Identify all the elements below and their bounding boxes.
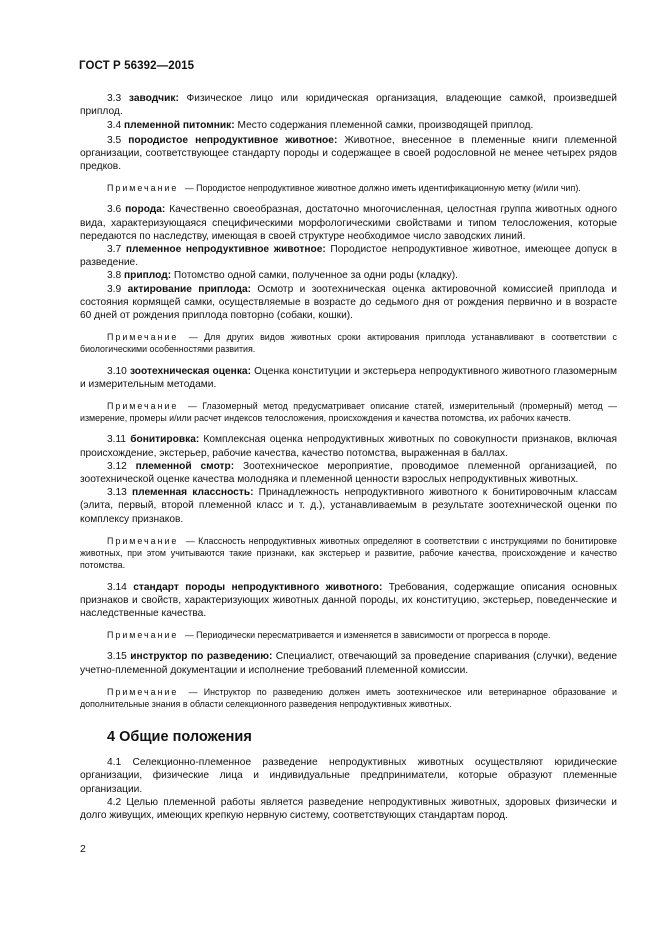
note-3-14: Примечание — Периодически пересматривается и изменяется в зависимости от прогресса в породе. [107, 630, 551, 641]
term-3-8: 3.8 приплод: Потомство одной самки, полученное за одни роды (кладку). [107, 270, 458, 282]
term-3-5: 3.5 породистое непродуктивное животное: Животное, внесенное в племенные книги племенной организации, соответствующее стандарту породы и содержащее в своей родословной не менее четырех рядов предков. [80, 134, 617, 173]
term-3-3: 3.3 заводчик: Физическое лицо или юридическая организация, владеющие самкой, произведшей приплод. [80, 93, 617, 118]
standard-header: ГОСТ Р 56392—2015 [79, 60, 195, 72]
term-3-11: 3.11 бонитировка: Комплексная оценка непродуктивных животных по совокупности признаков, включая происхождение, экстерьер, рабочие качества, качество потомства, выраженная в баллах. [80, 434, 617, 459]
paragraph-4-2: 4.2 Целью племенной работы является разведение непродуктивных животных, здоровых физически и долго живущих, имеющих крепкую нервную систему, соответствующих стандартам пород. [80, 796, 617, 821]
note-3-15: Примечание — Инструктор по разведению должен иметь зоотехническое или ветеринарное образование и дополнительные знания в области селекционного разведения непродуктивных животных. [80, 686, 617, 709]
page-number: 2 [80, 843, 86, 855]
paragraph-4-1: 4.1 Селекционно-племенное разведение непродуктивных животных осуществляют юридические организации, физические лица и индивидуальные предприниматели, которые образуют племенные организации. [80, 757, 617, 795]
term-3-14: 3.14 стандарт породы непродуктивного животного: Требования, содержащие описания основных признаков и свойств, характеризующих животных данной породы, их конституцию, экстерьер, поведенческие и наследственные качества. [80, 581, 617, 619]
term-3-4: 3.4 племенной питомник: Место содержания племенной самки, производящей приплод. [107, 120, 534, 132]
term-3-12: 3.12 племенной смотр: Зоотехническое мероприятие, проводимое племенной организацией, по зоотехнической оценке качества молодняка и племенной ценности взрослых непродуктивных животных. [80, 460, 617, 486]
term-3-6: 3.6 порода: Качественно своеобразная, достаточно многочисленная, целостная группа животных одного вида, характеризующаяся специфическими морфологическими свойствами и типом телосложения, которые передаются по наследству, имеющая в своей структуре необходимое число заводских линий. [80, 204, 617, 242]
document-body [80, 92, 617, 822]
note-3-9: Примечание — Для других видов животных сроки актирования приплода устанавливают в соответствии с биологическими особенностями развития. [80, 332, 617, 355]
term-3-9: 3.9 актирование приплода: Осмотр и зоотехническая оценка актировочной комиссией приплода и состояния кормящей самки, осуществляемые в возрасте до седьмого дня от рождения первично и в возрасте 60 дней от рождения приплода повторно (собаки, кошки). [80, 283, 617, 322]
note-3-13: Примечание — Классность непродуктивных животных определяют в соответствии с инструкциями по бонитировке животных, при этом учитываются такие признаки, как экстерьер и развитие, рабочие качества, происхождение и качество потомства. [80, 535, 617, 571]
term-3-10: 3.10 зоотехническая оценка: Оценка конституции и экстерьера непродуктивного животного глазомерным и измерительным методами. [80, 365, 617, 390]
section-4-title: 4 Общие положения [107, 729, 252, 746]
term-3-13: 3.13 племенная классность: Принадлежность непродуктивного животного к бонитировочным классам (элита, первый, второй племенной класс и т. д.), устанавливаемым в результате зоотехнической оценки по комплексу признаков. [80, 487, 617, 525]
term-3-7: 3.7 племенное непродуктивное животное: Породистое непродуктивное животное, имеющее допуск в разведение. [80, 244, 617, 269]
term-3-15: 3.15 инструктор по разведению: Специалист, отвечающий за проведение спаривания (случки), ведение учетно-племенной документации и исполнение требований племенной комиссии. [80, 651, 617, 676]
note-3-10: Примечание — Глазомерный метод предусматривает описание статей, измерительный (промерный) метод — измерение, промеры и/или расчет индексов телосложения, происхождения и качества потомства, их рабочих качеств. [80, 401, 617, 424]
note-3-5: Примечание — Породистое непродуктивное животное должно иметь идентификационную метку (и/или чип). [107, 183, 581, 194]
